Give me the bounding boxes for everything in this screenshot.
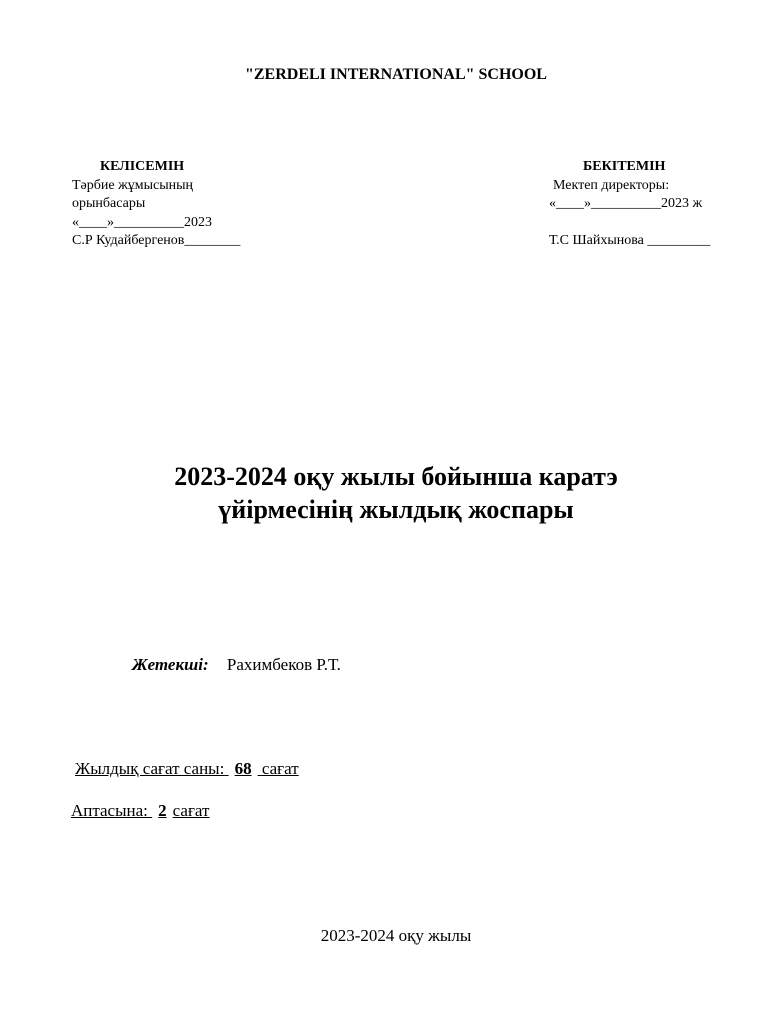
weekly-hours-label: Аптасына: [71, 801, 148, 820]
agreed-signer: С.Р Кудайбергенов________ [72, 233, 241, 248]
agreed-role-line2: орынбасары [72, 196, 146, 211]
approved-role-line1: Мектеп директоры: [553, 177, 670, 193]
weekly-hours-unit: сағат [172, 801, 210, 820]
approved-date-line: «____»__________2023 ж [549, 196, 703, 211]
agreed-title: КЕЛІСЕМІН [100, 159, 185, 174]
agreed-block [72, 158, 240, 251]
annual-hours-value: 68 [234, 759, 252, 778]
annual-hours-row [75, 759, 299, 779]
document-title-line2: үйірмесінің жылдық жоспары [218, 495, 574, 524]
footer-year: 2023-2024 оқу жылы [320, 926, 472, 945]
weekly-hours-value: 2 [158, 801, 167, 820]
document-title [0, 460, 768, 526]
approved-signer: Т.С Шайхынова _________ [549, 233, 711, 248]
agreed-date-line: «____»__________2023 [72, 214, 212, 230]
annual-hours-unit: сағат [261, 759, 299, 778]
approved-block [549, 158, 710, 251]
approved-title: БЕКІТЕМІН [583, 159, 666, 174]
leader-name: Рахимбеков Р.Т. [226, 655, 341, 674]
document-title-line1: 2023-2024 оқу жылы бойынша каратэ [174, 462, 618, 491]
school-name: "ZERDELI INTERNATIONAL" SCHOOL [245, 66, 547, 83]
weekly-hours-row [71, 801, 209, 821]
leader-label: Жетекші: [132, 655, 209, 674]
leader-row [132, 655, 341, 675]
annual-hours-label: Жылдық сағат саны: [75, 759, 225, 778]
agreed-role-line1: Тәрбие жұмысының [72, 177, 194, 193]
